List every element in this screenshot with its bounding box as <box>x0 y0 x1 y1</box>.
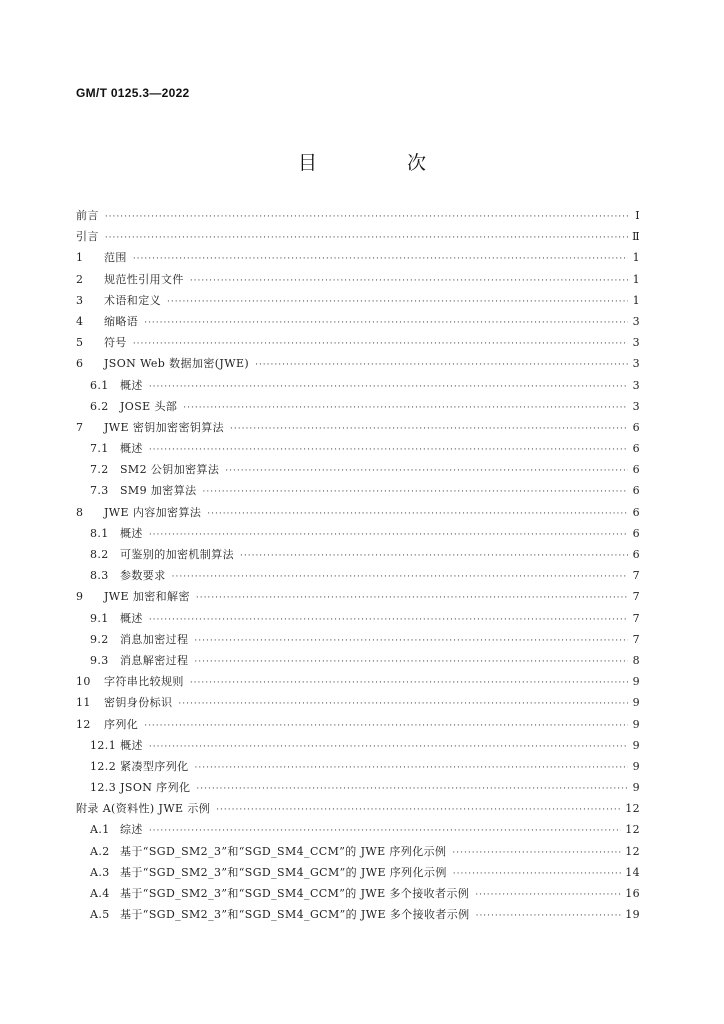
toc-entry-title: 可鉴别的加密机制算法 <box>120 548 234 561</box>
toc-entry-title: JSON 序列化 <box>120 781 191 795</box>
toc-entry-number: 6 <box>76 357 84 371</box>
toc-entry-page-number: 16 <box>625 887 640 900</box>
toc-entry-title: 前言 <box>76 209 99 222</box>
toc-entry-title: 序列化 <box>104 717 139 731</box>
toc-entry-number: 7.3 <box>90 484 109 498</box>
toc-entry[interactable] <box>76 311 640 332</box>
toc-entry-number: 3 <box>76 293 84 307</box>
toc-entry-page-number: 12 <box>625 802 640 816</box>
toc-entry-number: 12.1 <box>90 738 117 752</box>
toc-entry-label <box>76 205 99 226</box>
toc-entry-label <box>76 290 161 311</box>
toc-entry[interactable] <box>76 735 640 756</box>
toc-entry-number: 12.2 <box>90 759 117 773</box>
toc-entry[interactable] <box>76 819 640 840</box>
toc-entry-page-number: 9 <box>632 738 640 752</box>
dot-leader <box>255 355 628 376</box>
dot-leader <box>167 292 628 313</box>
toc-entry-number: 9.1 <box>90 611 109 625</box>
toc-entry-page-number: 3 <box>632 399 640 413</box>
toc-entry[interactable] <box>76 353 640 374</box>
toc-entry-number: 5 <box>76 336 84 350</box>
dot-leader <box>194 652 628 673</box>
toc-entry[interactable] <box>76 565 640 586</box>
dot-leader <box>452 843 621 864</box>
toc-entry[interactable] <box>76 586 640 607</box>
toc-entry-title: 基于“SGD_SM2_3”和“SGD_SM4_CCM”的 JWE 多个接收者示例 <box>120 887 470 900</box>
toc-entry-page-number: 9 <box>632 696 640 710</box>
dot-leader <box>453 864 621 885</box>
toc-entry-label <box>76 226 99 247</box>
dot-leader <box>178 694 628 715</box>
toc-entry-title: 引言 <box>76 230 99 244</box>
toc-entry-page-number: 8 <box>632 653 640 667</box>
dot-leader <box>195 758 629 779</box>
toc-entry[interactable] <box>76 375 640 396</box>
toc-entry[interactable] <box>76 544 640 565</box>
dot-leader <box>203 482 629 503</box>
dot-leader <box>475 885 621 906</box>
toc-entry-number: 6.2 <box>90 399 109 413</box>
toc-entry-label <box>76 692 172 713</box>
toc-entry-label <box>90 756 189 777</box>
toc-entry-label <box>90 544 234 565</box>
toc-entry-title: 概述 <box>120 378 143 392</box>
dot-leader <box>196 588 628 609</box>
toc-entry-page-number: 12 <box>625 823 640 837</box>
toc-entry-title: SM9 加密算法 <box>120 484 197 498</box>
toc-entry-label <box>90 841 446 862</box>
toc-entry-title: SM2 公钥加密算法 <box>120 463 220 477</box>
toc-entry-page-number: Ⅱ <box>632 230 640 244</box>
toc-entry[interactable] <box>76 883 640 904</box>
toc-entry-number: 9 <box>76 590 84 604</box>
toc-entry[interactable] <box>76 438 640 459</box>
toc-entry-number: 8.1 <box>90 526 109 540</box>
dot-leader <box>149 821 621 842</box>
toc-entry-page-number: 3 <box>632 314 640 328</box>
dot-leader <box>225 461 628 482</box>
toc-entry-label <box>90 396 177 417</box>
toc-entry-page-number: 14 <box>625 865 640 879</box>
toc-entry-title: 参数要求 <box>120 569 166 583</box>
toc-entry-page-number: Ⅰ <box>635 209 640 222</box>
toc-entry-title: 缩略语 <box>104 314 139 328</box>
toc-entry-page-number: 19 <box>625 908 640 922</box>
toc-entry-number: 2 <box>76 272 84 286</box>
toc-entry[interactable] <box>76 269 640 290</box>
toc-entry-title: 消息解密过程 <box>120 653 189 667</box>
toc-entry-number: 9.3 <box>90 653 109 667</box>
toc-entry-title: 基于“SGD_SM2_3”和“SGD_SM4_GCM”的 JWE 多个接收者示例 <box>120 908 470 922</box>
toc-entry-number: A.3 <box>90 865 110 879</box>
toc-entry[interactable] <box>76 332 640 353</box>
toc-entry-label <box>90 629 188 650</box>
toc-entry-number: 10 <box>76 675 91 689</box>
toc-entry-page-number: 9 <box>632 675 640 689</box>
toc-entry-number: 12.3 <box>90 781 117 795</box>
toc-entry-page-number: 7 <box>632 569 640 583</box>
document-code: GM/T 0125.3—2022 <box>76 86 190 100</box>
toc-entry-number: 4 <box>76 314 84 328</box>
toc-entry-page-number: 6 <box>632 442 640 456</box>
toc-entry-title: 消息加密过程 <box>120 632 189 646</box>
toc-entry-label <box>76 714 138 735</box>
dot-leader <box>190 271 628 292</box>
toc-entry-title: JWE 加密和解密 <box>104 590 190 604</box>
toc-entry-label <box>90 904 470 925</box>
toc-entry-number: 6.1 <box>90 378 109 392</box>
toc-entry-page-number: 7 <box>632 611 640 625</box>
toc-entry-page-number: 1 <box>632 272 640 286</box>
toc-entry[interactable] <box>76 841 640 862</box>
toc-entry-label <box>90 819 143 840</box>
toc-entry-page-number: 9 <box>632 717 640 731</box>
toc-entry-number: A.2 <box>90 844 110 858</box>
toc-entry[interactable] <box>76 290 640 311</box>
toc-entry-number: 7.2 <box>90 463 109 477</box>
toc-entry-title: JSON Web 数据加密(JWE) <box>104 357 250 371</box>
toc-entry-title: JWE 内容加密算法 <box>104 505 202 519</box>
toc-entry[interactable] <box>76 714 640 735</box>
toc-entry-number: 7 <box>76 420 84 434</box>
toc-entry-title: 密钥身份标识 <box>104 696 173 710</box>
dot-leader <box>476 906 622 927</box>
toc-entry-page-number: 3 <box>632 336 640 350</box>
toc-entry-title: 概述 <box>120 738 143 752</box>
toc-entry-number: 9.2 <box>90 632 109 646</box>
dot-leader <box>207 504 628 525</box>
toc-entry[interactable] <box>76 756 640 777</box>
toc-entry[interactable] <box>76 247 640 268</box>
toc-entry[interactable] <box>76 502 640 523</box>
dot-leader <box>105 228 628 249</box>
toc-entry-label <box>90 375 143 396</box>
dot-leader <box>230 419 628 440</box>
toc-entry-title: 符号 <box>104 336 127 350</box>
dot-leader <box>172 567 628 588</box>
toc-entry-label <box>76 798 210 819</box>
toc-entry-label <box>76 247 127 268</box>
toc-entry[interactable] <box>76 459 640 480</box>
toc-entry-title: JWE 密钥加密密钥算法 <box>104 420 225 434</box>
toc-entry-page-number: 6 <box>632 484 640 498</box>
toc-entry-label <box>76 586 190 607</box>
dot-leader <box>190 673 628 694</box>
toc-entry[interactable] <box>76 480 640 501</box>
toc-entry-page-number: 7 <box>632 590 640 604</box>
toc-entry-page-number: 6 <box>632 505 640 519</box>
toc-entry-title: 附录 A(资料性) JWE 示例 <box>76 802 211 816</box>
toc-entry-page-number: 1 <box>632 293 640 307</box>
toc-entry-page-number: 7 <box>632 632 640 646</box>
toc-entry[interactable] <box>76 523 640 544</box>
toc-entry-label <box>90 480 197 501</box>
toc-entry-title: 范围 <box>104 251 127 265</box>
toc-entry-label <box>76 332 127 353</box>
toc-entry-page-number: 12 <box>625 844 640 858</box>
toc-entry-number: A.1 <box>90 823 110 837</box>
page-title: 目 次 <box>297 152 469 174</box>
toc-entry-title: 紧凑型序列化 <box>120 759 189 773</box>
toc-entry-page-number: 6 <box>632 420 640 434</box>
toc-entry-label <box>90 438 143 459</box>
toc-entry[interactable] <box>76 777 640 798</box>
toc-entry-page-number: 3 <box>632 357 640 371</box>
toc-entry[interactable] <box>76 608 640 629</box>
dot-leader <box>144 313 628 334</box>
toc-entry[interactable] <box>76 862 640 883</box>
dot-leader <box>105 207 628 228</box>
dot-leader <box>133 334 628 355</box>
toc-entry-page-number: 6 <box>632 463 640 477</box>
toc-entry-page-number: 6 <box>632 526 640 540</box>
toc-entry-title: 规范性引用文件 <box>104 272 184 286</box>
dot-leader <box>240 546 628 567</box>
toc-entry-label <box>90 608 143 629</box>
toc-entry-label <box>90 862 447 883</box>
dot-leader <box>144 716 628 737</box>
dot-leader <box>216 800 621 821</box>
toc-entry-number: 11 <box>76 696 91 710</box>
toc-entry[interactable] <box>76 629 640 650</box>
dot-leader <box>133 249 628 270</box>
dot-leader <box>149 377 628 398</box>
table-of-contents <box>76 205 640 925</box>
dot-leader <box>194 631 628 652</box>
dot-leader <box>149 525 628 546</box>
toc-entry-label <box>90 883 469 904</box>
toc-entry-title: 字符串比较规则 <box>104 675 184 689</box>
toc-entry-label <box>76 269 184 290</box>
toc-entry-label <box>90 777 190 798</box>
toc-entry[interactable] <box>76 671 640 692</box>
toc-entry-label <box>90 650 188 671</box>
toc-entry-title: 综述 <box>120 823 143 837</box>
toc-entry-label <box>76 311 138 332</box>
dot-leader <box>149 610 628 631</box>
toc-entry-number: A.5 <box>90 908 110 922</box>
toc-entry-page-number: 1 <box>632 251 640 265</box>
toc-entry-label <box>76 353 249 374</box>
toc-entry-number: 1 <box>76 251 84 265</box>
dot-leader <box>149 440 628 461</box>
toc-entry[interactable] <box>76 205 640 226</box>
toc-entry-label <box>76 671 184 692</box>
dot-leader <box>196 779 628 800</box>
toc-entry[interactable] <box>76 417 640 438</box>
toc-entry-label <box>76 502 201 523</box>
toc-entry[interactable] <box>76 396 640 417</box>
toc-entry-number: A.4 <box>90 887 110 900</box>
toc-entry-page-number: 3 <box>632 378 640 392</box>
toc-entry[interactable] <box>76 226 640 247</box>
toc-entry-label <box>90 565 166 586</box>
toc-entry-title: JOSE 头部 <box>120 399 178 413</box>
toc-entry-number: 8.2 <box>90 548 109 561</box>
toc-entry-label <box>76 417 224 438</box>
toc-entry-title: 术语和定义 <box>104 293 161 307</box>
toc-entry-title: 概述 <box>120 611 143 625</box>
toc-entry-number: 12 <box>76 717 91 731</box>
toc-entry-title: 基于“SGD_SM2_3”和“SGD_SM4_CCM”的 JWE 序列化示例 <box>120 844 447 858</box>
toc-entry[interactable] <box>76 692 640 713</box>
dot-leader <box>183 398 628 419</box>
toc-entry-page-number: 6 <box>632 548 640 561</box>
toc-entry[interactable] <box>76 904 640 925</box>
toc-entry-label <box>90 523 143 544</box>
toc-entry-number: 8 <box>76 505 84 519</box>
toc-entry[interactable] <box>76 650 640 671</box>
toc-entry-label <box>90 459 219 480</box>
toc-entry-title: 概述 <box>120 442 143 456</box>
toc-entry-title: 基于“SGD_SM2_3”和“SGD_SM4_GCM”的 JWE 序列化示例 <box>120 865 447 879</box>
toc-entry-page-number: 9 <box>632 759 640 773</box>
toc-entry-page-number: 9 <box>632 781 640 795</box>
dot-leader <box>149 737 628 758</box>
toc-entry[interactable] <box>76 798 640 819</box>
toc-entry-number: 7.1 <box>90 442 109 456</box>
toc-entry-title: 概述 <box>120 526 143 540</box>
toc-entry-label <box>90 735 143 756</box>
toc-entry-number: 8.3 <box>90 569 109 583</box>
